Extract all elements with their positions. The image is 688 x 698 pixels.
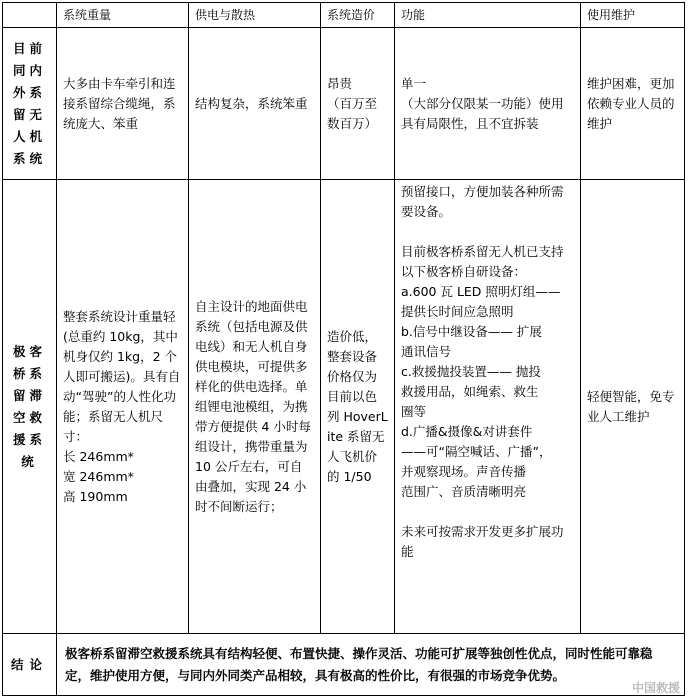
conclusion-label: 结论 bbox=[3, 634, 57, 696]
header-system-cost: 系统造价 bbox=[321, 3, 395, 28]
cell-function: 预留接口，方便加装各种所需要设备。 目前极客桥系留无人机已支持以下极客桥自研设备： a.600 瓦 LED 照明灯组—— 提供长时间应急照明 b.信号中继设备—— 扩展 通讯信号 c.救援抛投装置—— 抛投 救援用品，如绳索、救生 圈等 d.广播&摄像&对讲套件 ——可“隔空喊话、广播”， 并观察现场。声音传播 范围广、音质清晰明亮 未来可按需求开发更多扩展功能 bbox=[395, 180, 581, 634]
watermark: 中国救援 bbox=[631, 681, 680, 695]
cell-maintenance: 维护困难，更加依赖专业人员的维护 bbox=[581, 28, 685, 180]
table-row bbox=[3, 180, 685, 634]
row-label: 目前同内外系留无人机系统 bbox=[3, 28, 57, 180]
header-maintenance: 使用维护 bbox=[581, 3, 685, 28]
cell-function: 单一 （大部分仅限某一功能）使用具有局限性，且不宜拆装 bbox=[395, 28, 581, 180]
cell-system-cost: 造价低，整套设备价格仅为目前以色列 HoverLite 系留无人飞机价的 1/50 bbox=[321, 180, 395, 634]
header-corner bbox=[3, 3, 57, 28]
table-header-row bbox=[3, 3, 685, 28]
conclusion-row bbox=[3, 634, 685, 696]
row-label: 极客桥系留滞空救援系统 bbox=[3, 180, 57, 634]
cell-system-cost: 昂贵 （百万至数百万） bbox=[321, 28, 395, 180]
cell-system-weight: 整套系统设计重量轻(总重约 10kg，其中机身仅约 1kg，2 个人即可搬运)。具有自动“驾驶”的人性化功能；系留无人机尺寸： 长 246mm* 宽 246mm* 高 190mm bbox=[57, 180, 189, 634]
cell-maintenance: 轻便智能，免专业人工维护 bbox=[581, 180, 685, 634]
header-system-weight: 系统重量 bbox=[57, 3, 189, 28]
cell-power-cooling: 结构复杂，系统笨重 bbox=[189, 28, 321, 180]
table-row bbox=[3, 28, 685, 180]
cell-system-weight: 大多由卡车牵引和连接系留综合缆绳，系统庞大、笨重 bbox=[57, 28, 189, 180]
header-function: 功能 bbox=[395, 3, 581, 28]
cell-power-cooling: 自主设计的地面供电系统（包括电源及供电线）和无人机自身供电模块，可提供多样化的供电选择。单组锂电池模组，为携带方便提供 4 小时每组设计，携带重量为 10 公斤左右，可自由叠加，实现 24 小时不间断运行； bbox=[189, 180, 321, 634]
header-power-cooling: 供电与散热 bbox=[189, 3, 321, 28]
comparison-table bbox=[2, 2, 685, 696]
conclusion-text: 极客桥系留滞空救援系统具有结构轻便、布置快捷、操作灵活、功能可扩展等独创性优点，同时性能可靠稳定，维护使用方便，与同内外同类产品相较，具有极高的性价比，有很强的市场竞争优势。 bbox=[57, 634, 685, 696]
